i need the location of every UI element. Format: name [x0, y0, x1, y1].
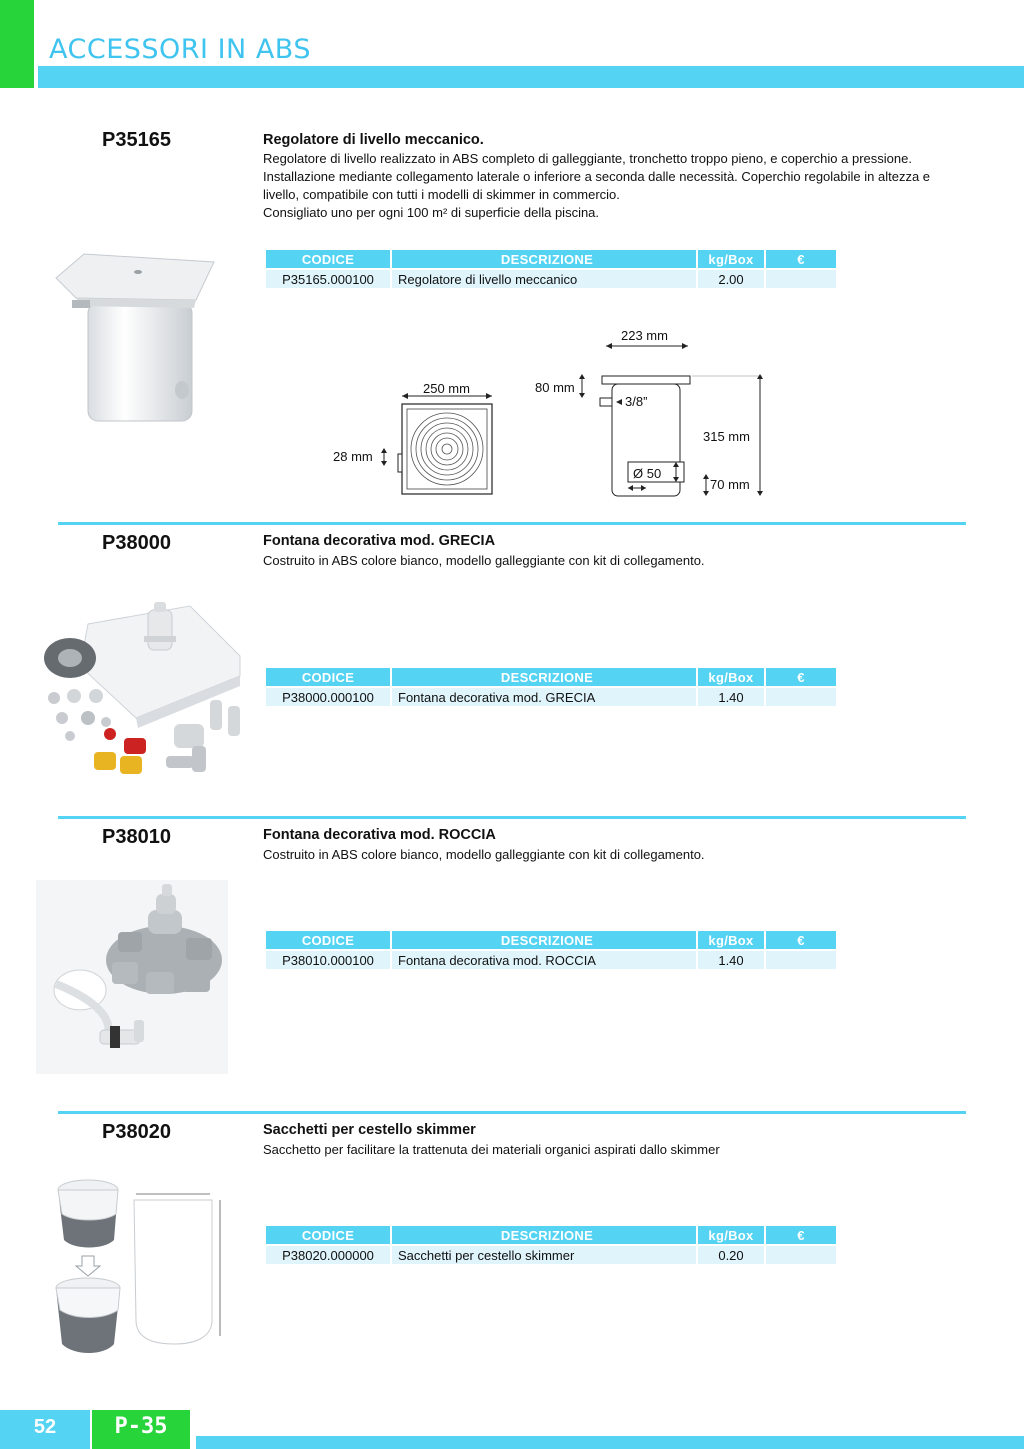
header-kg-box: kg/Box: [698, 931, 764, 949]
row-code: P35165.000100: [266, 270, 390, 288]
table-header-row: [266, 250, 836, 268]
product-code-p38020: P38020: [102, 1121, 171, 1143]
product-code-p38000: P38000: [102, 532, 171, 554]
technical-drawing: [330, 324, 770, 504]
section-separator: [58, 1111, 966, 1114]
header-price: €: [766, 1226, 836, 1244]
description-line: Installazione mediante collegamento laterale o inferiore a seconda dalle necessità. Coperchio regolabile in altezza e livello, compatibile con tutti i modelli di skimmer in commercio.: [263, 169, 931, 202]
product-table-p35165: [264, 248, 838, 290]
description-line: Costruito in ABS colore bianco, modello galleggiante con kit di collegamento.: [263, 553, 705, 568]
dim-outlet-height: 70 mm: [710, 477, 750, 492]
row-code: P38010.000100: [266, 951, 390, 969]
table-row: [266, 270, 836, 288]
table-row: [266, 688, 836, 706]
dim-top-width: 223 mm: [621, 328, 668, 343]
row-code: P38000.000100: [266, 688, 390, 706]
dim-lid-height: 80 mm: [535, 380, 575, 395]
description-line: Consigliato uno per ogni 100 m² di superficie della piscina.: [263, 205, 600, 220]
header-codice: CODICE: [266, 931, 390, 949]
product-description-p38010: [263, 846, 968, 864]
product-description-p38000: [263, 552, 968, 570]
section-code: P-35: [92, 1410, 190, 1449]
product-table-p38000: [264, 666, 838, 708]
header-kg-box: kg/Box: [698, 250, 764, 268]
fountain-roccia-image: [36, 880, 228, 1074]
page-title: ACCESSORI IN ABS: [49, 34, 311, 65]
row-code: P38020.000000: [266, 1246, 390, 1264]
header-descrizione: DESCRIZIONE: [392, 931, 696, 949]
header-price: €: [766, 250, 836, 268]
header-price: €: [766, 668, 836, 686]
page-number: 52: [0, 1410, 90, 1449]
row-description: Sacchetti per cestello skimmer: [392, 1246, 696, 1264]
table-row: [266, 951, 836, 969]
row-weight: 2.00: [698, 270, 764, 288]
header-descrizione: DESCRIZIONE: [392, 668, 696, 686]
dim-outlet-diameter: Ø 50: [633, 466, 662, 481]
header-kg-box: kg/Box: [698, 668, 764, 686]
table-header-row: [266, 668, 836, 686]
product-code-p35165: P35165: [102, 129, 171, 151]
header-codice: CODICE: [266, 668, 390, 686]
table-row: [266, 1246, 836, 1264]
header-price: €: [766, 931, 836, 949]
product-code-p38010: P38010: [102, 826, 171, 848]
row-price: [766, 1246, 836, 1264]
header-codice: CODICE: [266, 1226, 390, 1244]
product-title-p38020: Sacchetti per cestello skimmer: [263, 1122, 476, 1138]
header-descrizione: DESCRIZIONE: [392, 250, 696, 268]
fountain-grecia-image: [40, 596, 250, 782]
product-title-p35165: Regolatore di livello meccanico.: [263, 132, 484, 148]
dim-plate-width: 250 mm: [423, 381, 470, 396]
row-price: [766, 688, 836, 706]
product-title-p38000: Fontana decorativa mod. GRECIA: [263, 533, 496, 549]
dim-plate-thickness: 28 mm: [333, 449, 373, 464]
row-description: Fontana decorativa mod. ROCCIA: [392, 951, 696, 969]
row-weight: 1.40: [698, 951, 764, 969]
product-description-p35165: [263, 150, 968, 222]
description-line: Costruito in ABS colore bianco, modello galleggiante con kit di collegamento.: [263, 847, 705, 862]
product-title-p38010: Fontana decorativa mod. ROCCIA: [263, 827, 496, 843]
header-kg-box: kg/Box: [698, 1226, 764, 1244]
section-separator: [58, 816, 966, 819]
header-codice: CODICE: [266, 250, 390, 268]
table-header-row: [266, 931, 836, 949]
row-weight: 0.20: [698, 1246, 764, 1264]
dim-thread: 3/8”: [625, 394, 648, 409]
level-regulator-image: [48, 248, 220, 428]
product-table-p38010: [264, 929, 838, 971]
description-line: Regolatore di livello realizzato in ABS completo di galleggiante, tronchetto troppo pieno, e coperchio a pressione.: [263, 151, 912, 166]
row-description: Regolatore di livello meccanico: [392, 270, 696, 288]
row-weight: 1.40: [698, 688, 764, 706]
table-header-row: [266, 1226, 836, 1244]
header-green-tab: [0, 0, 34, 88]
row-price: [766, 270, 836, 288]
description-line: Sacchetto per facilitare la trattenuta dei materiali organici aspirati dallo skimmer: [263, 1142, 720, 1157]
section-separator: [58, 522, 966, 525]
header-descrizione: DESCRIZIONE: [392, 1226, 696, 1244]
row-description: Fontana decorativa mod. GRECIA: [392, 688, 696, 706]
product-table-p38020: [264, 1224, 838, 1266]
skimmer-bag-image: [44, 1174, 236, 1364]
header-blue-bar: [38, 66, 1024, 88]
product-description-p38020: [263, 1141, 968, 1159]
dim-total-height: 315 mm: [703, 429, 750, 444]
footer-blue-bar: [196, 1436, 1024, 1449]
row-price: [766, 951, 836, 969]
